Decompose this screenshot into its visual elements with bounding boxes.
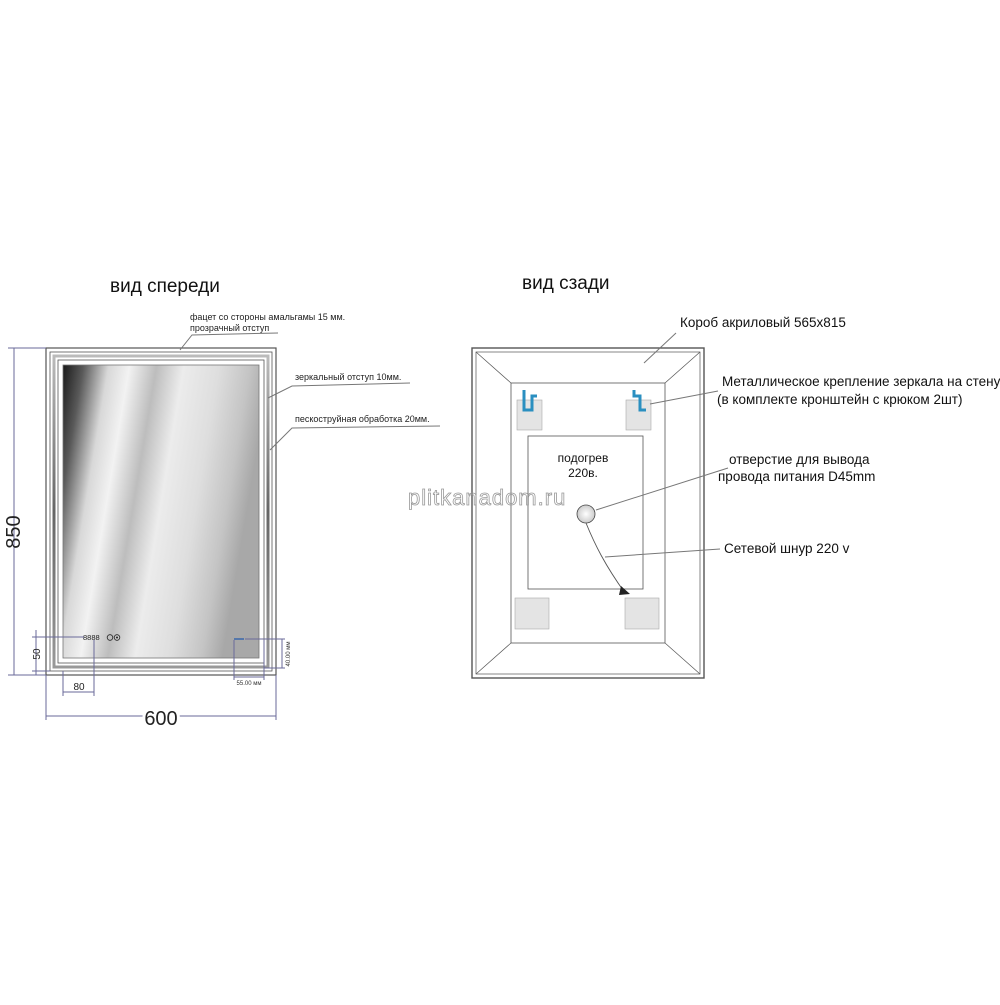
- back-note-cord-leader: [605, 549, 720, 557]
- back-note-mount-leader: [650, 391, 718, 404]
- back-pad-bottom-right: [625, 598, 659, 629]
- back-view: [472, 273, 1000, 678]
- front-note-facet-line2: прозрачный отступ: [190, 323, 270, 333]
- back-heater-label-line1: подогрев: [557, 451, 609, 465]
- front-note-facet-line1: фацет со стороны амальгамы 15 мм.: [190, 312, 346, 322]
- back-bevel-bl: [476, 643, 511, 674]
- back-cable-hole: [577, 505, 595, 523]
- watermark: plitkanadom.ru: [408, 485, 567, 510]
- front-note-mirror-offset: зеркальный отступ 10мм.: [295, 372, 402, 382]
- dim-bottom-offset-value: 50: [32, 648, 43, 660]
- front-mirror-surface: [63, 365, 259, 658]
- back-note-mount-line1: Металлическое крепление зеркала на стену: [722, 374, 1000, 389]
- front-display-readout: 8888: [83, 633, 100, 642]
- front-note-sandblast-leader: [270, 426, 440, 450]
- back-heater-label-line2: 220в.: [568, 466, 598, 480]
- back-note-hole-line1: отверстие для вывода: [729, 452, 870, 467]
- back-bevel-tl: [476, 352, 511, 383]
- front-note-sandblast: пескоструйная обработка 20мм.: [295, 414, 430, 424]
- front-note-mirror-offset-leader: [268, 383, 410, 398]
- back-power-cord: [586, 523, 625, 593]
- back-note-hole-leader: [596, 468, 728, 510]
- back-note-mount-line2: (в комплекте кронштейн с крюком 2шт): [717, 392, 963, 407]
- back-bevel-tr: [665, 352, 700, 383]
- front-light-button-dot: [116, 637, 118, 639]
- back-note-hole-line2: провода питания D45mm: [718, 469, 876, 484]
- dim-sensor-x-value: 55.00 мм: [236, 681, 262, 687]
- back-pad-bottom-left: [515, 598, 549, 629]
- back-bevel-br: [665, 643, 700, 674]
- front-sensor-indicator: [234, 638, 244, 640]
- dim-width-value: 600: [144, 708, 178, 730]
- front-view-title: вид спереди: [110, 276, 220, 297]
- dim-sensor-y-value: 40.00 мм: [286, 641, 292, 667]
- back-note-cord: Сетевой шнур 220 v: [724, 541, 850, 556]
- dim-height-value: 850: [3, 515, 25, 549]
- back-view-title: вид сзади: [522, 273, 610, 294]
- dim-left-offset-value: 80: [73, 682, 85, 693]
- back-bracket-left: [517, 400, 542, 430]
- front-view: [3, 276, 440, 730]
- back-note-box: Короб акриловый 565х815: [680, 315, 846, 330]
